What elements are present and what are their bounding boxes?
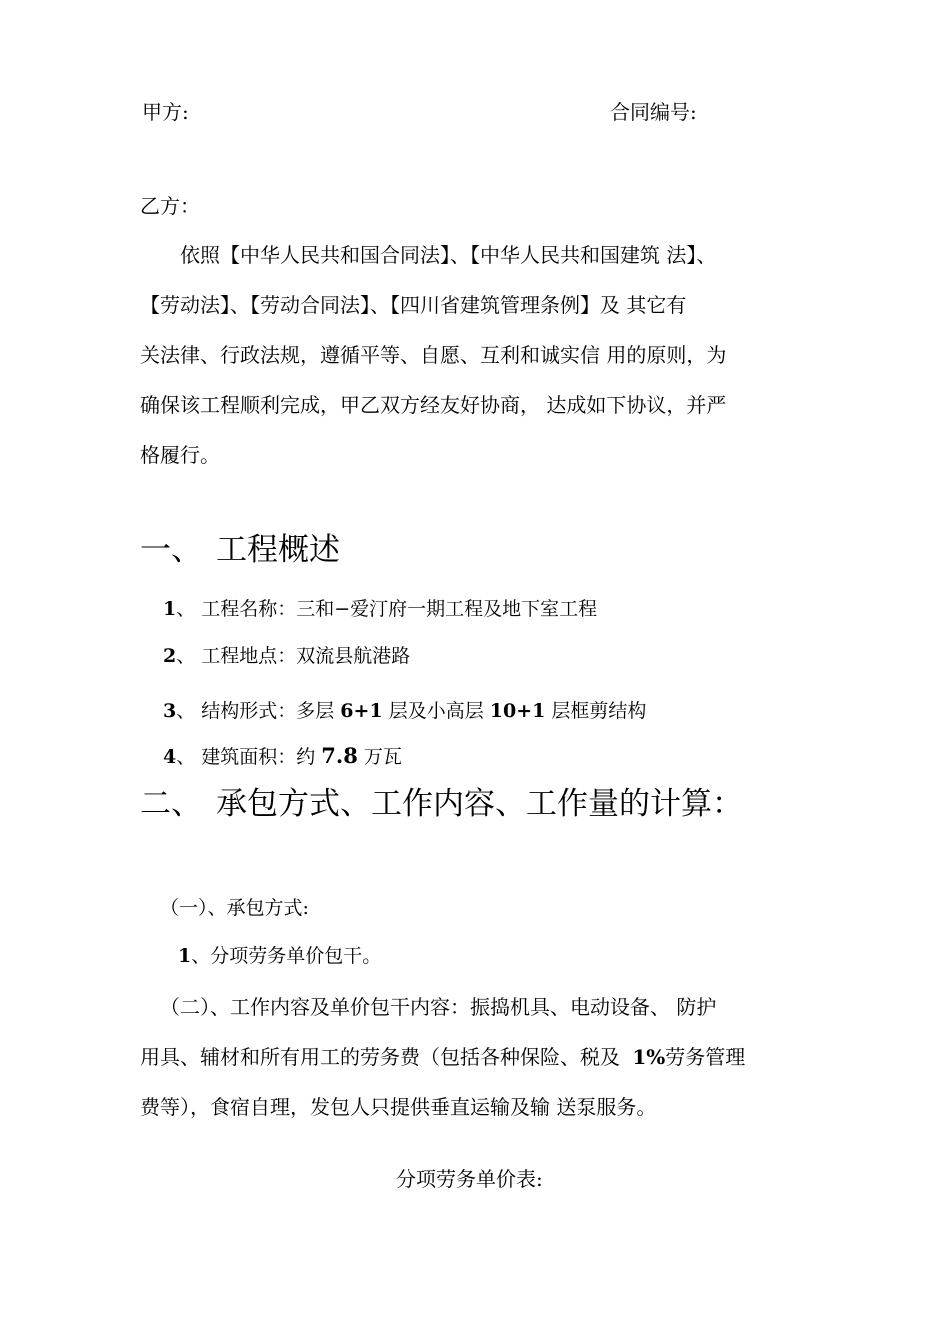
item-number: 1 — [178, 945, 192, 967]
percent-value: 1% — [632, 1045, 666, 1069]
item-number: 3 — [163, 700, 177, 722]
contract-number-label: 合同编号: — [610, 100, 697, 124]
project-item — [163, 743, 402, 770]
item-number: 2 — [163, 645, 177, 667]
section-1-number: 一、 — [140, 532, 202, 568]
party-b-label: 乙方： — [140, 194, 200, 218]
item-text: 层及小高层 — [382, 700, 490, 722]
subsection-1-item — [178, 943, 381, 969]
item-text: 工程名称：三和−爱汀府一期工程及地下室工程 — [201, 598, 598, 620]
item-value: 6+1 — [340, 700, 383, 722]
item-separator: 、 — [176, 746, 196, 768]
intro-line: 依照【中华人民共和国合同法】、【中华人民共和国建筑 法】、 — [180, 243, 717, 267]
item-number: 1 — [163, 598, 177, 620]
item-text: 结构形式：多层 — [201, 700, 341, 722]
party-a-label: 甲方: — [142, 100, 189, 124]
item-separator: 、 — [176, 645, 196, 667]
section-2-heading — [140, 784, 743, 824]
item-text: 工程地点：双流县航港路 — [201, 645, 411, 667]
subsection-2-paragraph — [140, 982, 820, 1132]
item-separator: 、 — [176, 700, 196, 722]
subsection-1-heading: （一）、承包方式: — [160, 897, 309, 919]
line-text: 用具、辅材和所有用工的劳务费（包括各种保险、税及 — [140, 1045, 627, 1069]
table-caption: 分项劳务单价表: — [396, 1167, 543, 1191]
subsection-2-line: （二）、工作内容及单价包干内容：振捣机具、电动设备、 防护 — [160, 995, 717, 1019]
item-number: 4 — [163, 746, 177, 768]
item-text: 层框剪结构 — [545, 700, 647, 722]
section-2-number: 二、 — [140, 786, 202, 822]
item-value: 7.8 — [321, 743, 358, 768]
section-2-title: 承包方式、工作内容、工作量的计算： — [216, 786, 743, 822]
item-separator: 、 — [176, 598, 196, 620]
item-text: 建筑面积：约 — [201, 746, 322, 768]
subsection-2-line — [140, 1032, 820, 1082]
section-1-title: 工程概述 — [216, 532, 340, 568]
intro-line: 【劳动法】、【劳动合同法】、【四川省建筑管理条例】及 其它有 — [140, 293, 687, 317]
intro-paragraph — [140, 230, 820, 480]
line-text: 劳务管理 — [665, 1045, 746, 1069]
intro-line: 确保该工程顺利完成，甲乙双方经友好协商， 达成如下协议，并严 — [140, 393, 727, 417]
item-value: 10+1 — [489, 700, 546, 722]
section-1-heading — [140, 530, 340, 570]
subsection-2-line: 费等），食宿自理，发包人只提供垂直运输及输 送泵服务。 — [140, 1095, 657, 1119]
intro-line: 格履行。 — [140, 443, 220, 467]
project-item — [163, 643, 410, 669]
item-text: 万瓦 — [357, 746, 402, 768]
project-item — [163, 698, 646, 724]
intro-line: 关法律、行政法规，遵循平等、自愿、互利和诚实信 用的原则，为 — [140, 343, 727, 367]
item-text: 、分项劳务单价包干。 — [191, 945, 382, 967]
project-item — [163, 596, 597, 622]
